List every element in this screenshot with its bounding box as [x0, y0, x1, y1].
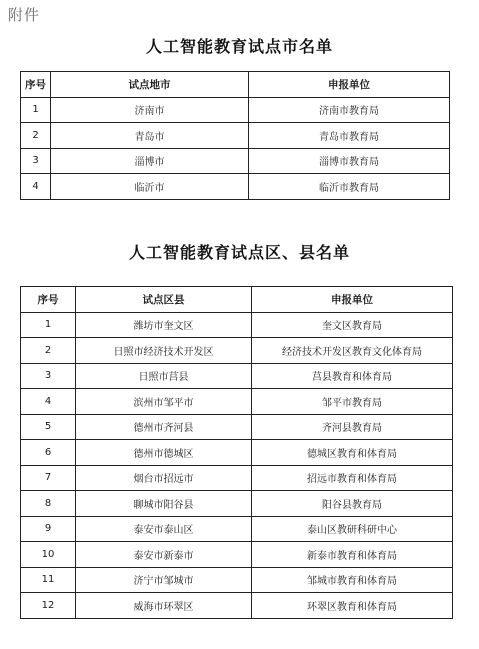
header-unit: 申报单位 — [249, 72, 450, 98]
table-row — [21, 542, 453, 568]
table-row — [21, 174, 450, 200]
row-county: 潍坊市奎文区 — [76, 312, 252, 338]
table-row — [21, 491, 453, 517]
row-county: 滨州市邹平市 — [76, 389, 252, 415]
pilot-city-table — [20, 71, 450, 200]
table-row — [21, 414, 453, 440]
header-city: 试点地市 — [51, 72, 249, 98]
row-index: 6 — [21, 440, 76, 466]
row-unit: 招远市教育和体育局 — [252, 465, 453, 491]
row-index: 5 — [21, 414, 76, 440]
header-unit: 申报单位 — [252, 287, 453, 313]
row-county: 烟台市招远市 — [76, 465, 252, 491]
row-index: 12 — [21, 593, 76, 619]
row-index: 3 — [21, 363, 76, 389]
row-unit: 德城区教育和体育局 — [252, 440, 453, 466]
row-index: 8 — [21, 491, 76, 517]
table-header-row — [21, 287, 453, 313]
header-index: 序号 — [21, 72, 51, 98]
row-index: 7 — [21, 465, 76, 491]
row-county: 日照市莒县 — [76, 363, 252, 389]
row-county: 日照市经济技术开发区 — [76, 338, 252, 364]
row-city: 淄博市 — [51, 148, 249, 174]
row-index: 1 — [21, 97, 51, 123]
table-row — [21, 363, 453, 389]
row-city: 济南市 — [51, 97, 249, 123]
header-county: 试点区县 — [76, 287, 252, 313]
row-unit: 邹城市教育和体育局 — [252, 567, 453, 593]
table-header-row — [21, 72, 450, 98]
row-index: 1 — [21, 312, 76, 338]
row-unit: 青岛市教育局 — [249, 123, 450, 149]
row-index: 9 — [21, 516, 76, 542]
row-index: 2 — [21, 123, 51, 149]
row-unit: 莒县教育和体育局 — [252, 363, 453, 389]
row-index: 10 — [21, 542, 76, 568]
section2-title: 人工智能教育试点区、县名单 — [128, 243, 350, 262]
row-city: 青岛市 — [51, 123, 249, 149]
row-index: 4 — [21, 174, 51, 200]
row-city: 临沂市 — [51, 174, 249, 200]
attachment-label: 附件 — [8, 6, 41, 24]
table-row — [21, 567, 453, 593]
row-county: 聊城市阳谷县 — [76, 491, 252, 517]
table-row — [21, 312, 453, 338]
row-county: 威海市环翠区 — [76, 593, 252, 619]
row-unit: 环翠区教育和体育局 — [252, 593, 453, 619]
row-unit: 泰山区教研科研中心 — [252, 516, 453, 542]
row-index: 2 — [21, 338, 76, 364]
table-row — [21, 440, 453, 466]
row-unit: 经济技术开发区教育文化体育局 — [252, 338, 453, 364]
table-row — [21, 465, 453, 491]
row-unit: 淄博市教育局 — [249, 148, 450, 174]
table-row — [21, 148, 450, 174]
row-county: 泰安市泰山区 — [76, 516, 252, 542]
row-unit: 邹平市教育局 — [252, 389, 453, 415]
row-unit: 齐河县教育局 — [252, 414, 453, 440]
row-index: 3 — [21, 148, 51, 174]
table-row — [21, 516, 453, 542]
row-county: 德州市齐河县 — [76, 414, 252, 440]
row-unit: 奎文区教育局 — [252, 312, 453, 338]
table-row — [21, 338, 453, 364]
row-unit: 临沂市教育局 — [249, 174, 450, 200]
row-county: 德州市德城区 — [76, 440, 252, 466]
row-unit: 新泰市教育和体育局 — [252, 542, 453, 568]
row-index: 11 — [21, 567, 76, 593]
table-row — [21, 389, 453, 415]
row-county: 济宁市邹城市 — [76, 567, 252, 593]
pilot-county-table — [20, 286, 453, 619]
row-county: 泰安市新泰市 — [76, 542, 252, 568]
header-index: 序号 — [21, 287, 76, 313]
row-unit: 济南市教育局 — [249, 97, 450, 123]
row-index: 4 — [21, 389, 76, 415]
table-row — [21, 593, 453, 619]
row-unit: 阳谷县教育局 — [252, 491, 453, 517]
section1-title: 人工智能教育试点市名单 — [145, 37, 333, 56]
table-row — [21, 123, 450, 149]
table-row — [21, 97, 450, 123]
